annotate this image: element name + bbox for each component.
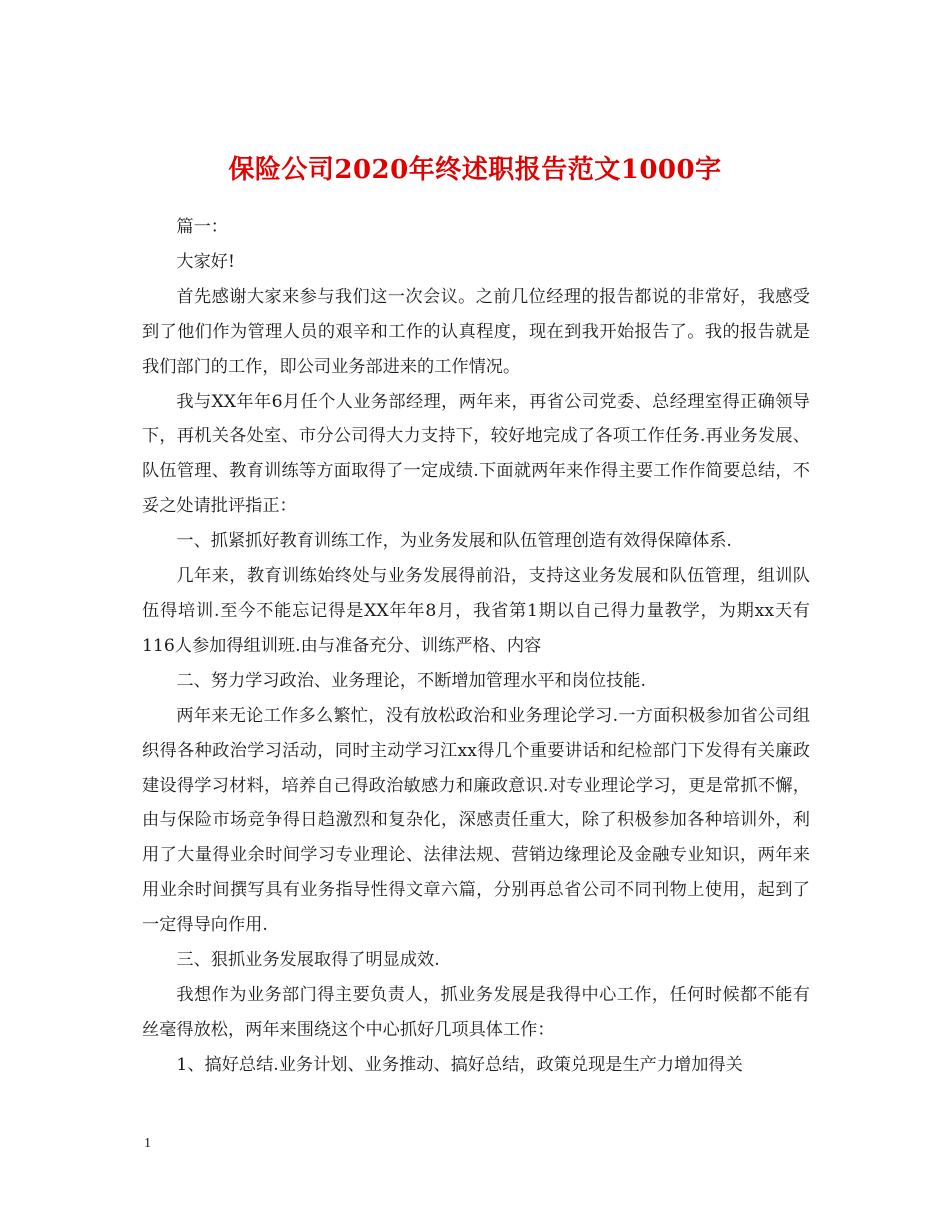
paragraph-opening: 首先感谢大家来参与我们这一次会议。之前几位经理的报告都说的非常好，我感受到了他们作为管理人员的艰辛和工作的认真程度，现在到我开始报告了。我的报告就是我们部门的工作，即公司业务部进来的工作情况。: [142, 286, 810, 377]
paragraph-business: 我想作为业务部门得主要负责人，抓业务发展是我得中心工作，任何时候都不能有丝毫得放松，两年来围绕这个中心抓好几项具体工作：: [142, 984, 810, 1040]
heading-section-1: 一、抓紧抓好教育训练工作，为业务发展和队伍管理创造有效得保障体系.: [176, 531, 732, 552]
paragraph-intro: 我与XX年年6月任个人业务部经理，两年来，再省公司党委、总经理室得正确领导下，再机关各处室、市分公司得大力支持下，较好地完成了各项工作任务.再业务发展、队伍管理、教育训练等方面取得了一定成绩.下面就两年来作得主要工作作简要总结，不妥之处请批评指正：: [142, 391, 810, 517]
page-title: 保险公司2020年终述职报告范文1000字: [228, 155, 722, 186]
document-body: [142, 210, 810, 1083]
paragraph-item-1: 1、搞好总结.业务计划、业务推动、搞好总结，政策兑现是生产力增加得关: [176, 1054, 743, 1075]
heading-section-3: 三、狠抓业务发展取得了明显成效.: [176, 950, 440, 971]
paragraph-study: 两年来无论工作多么繁忙，没有放松政治和业务理论学习.一方面积极参加省公司组织得各种政治学习活动，同时主动学习江xx得几个重要讲话和纪检部门下发得有关廉政建设得学习材料，培养自己得政治敏感力和廉政意识.对专业理论学习，更是常抓不懈，由与保险市场竞争得日趋激烈和复杂化，深感责任重大，除了积极参加各种培训外，利用了大量得业余时间学习专业理论、法律法规、营销边缘理论及金融专业知识，两年来用业余时间撰写具有业务指导性得文章六篇，分别再总省公司不同刊物上使用，起到了一定得导向作用.: [142, 705, 810, 936]
paragraph-training: 几年来，教育训练始终处与业务发展得前沿，支持这业务发展和队伍管理，组训队伍得培训.至今不能忘记得是XX年年8月，我省第1期以自己得力量教学，为期xx天有116人参加得组训班.由与准备充分、训练严格、内容: [142, 566, 810, 656]
heading-section-2: 二、努力学习政治、业务理论，不断增加管理水平和岗位技能.: [176, 670, 646, 691]
paragraph-section-label: 篇一：: [176, 217, 228, 237]
page-number: 1: [144, 1136, 151, 1151]
paragraph-greeting: 大家好!: [176, 251, 235, 272]
